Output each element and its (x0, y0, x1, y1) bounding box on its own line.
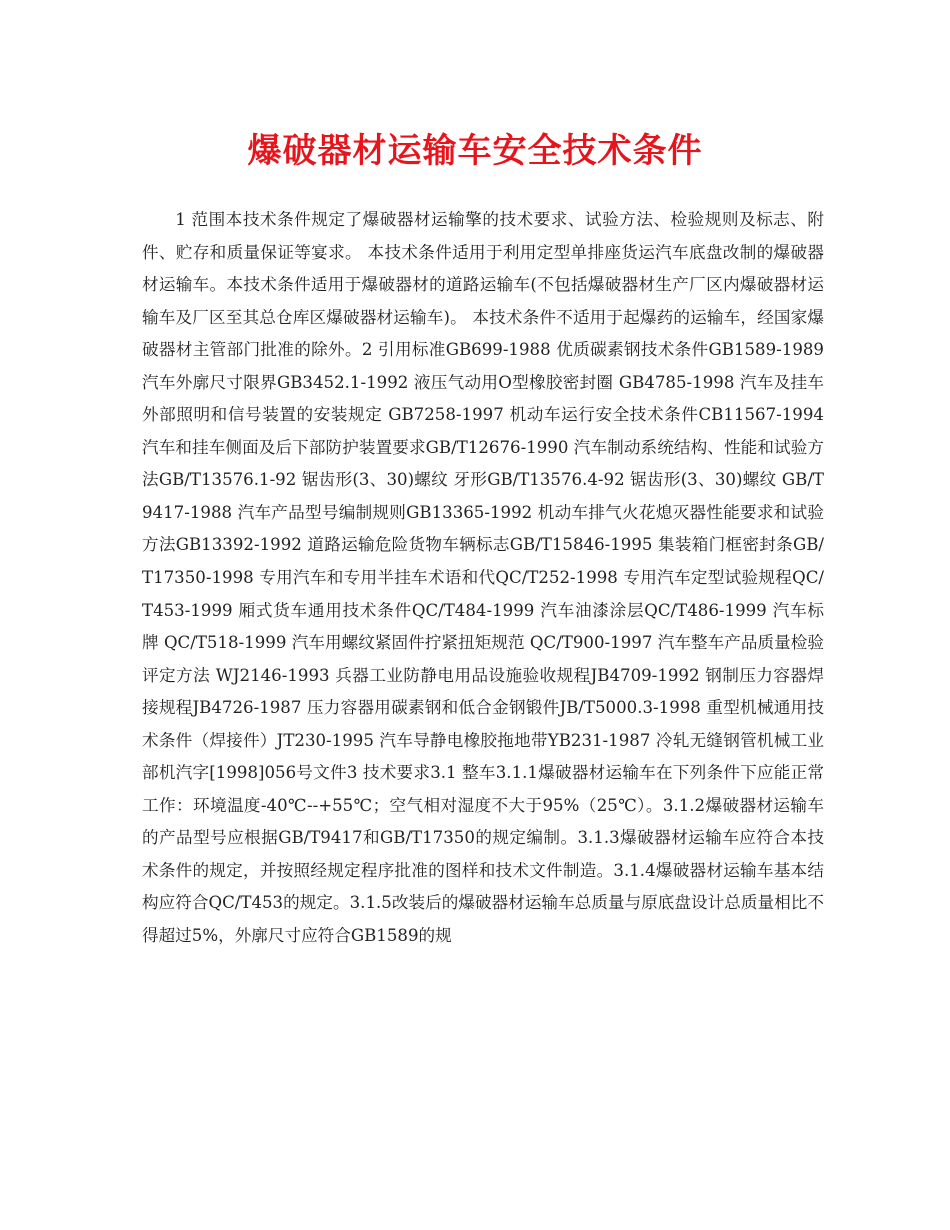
document-title: 爆破器材运输车安全技术条件 (247, 131, 703, 171)
document-body-paragraph: 1 范围本技术条件规定了爆破器材运输擎的技术要求、试验方法、检验规则及标志、附件、贮存和质量保证等宴求。 本技术条件适用于利用定型单排座货运汽车底盘改制的爆破器材运输车。本技术条件适用于爆破器材的道路运输车(不包括爆破器材生产厂区内爆破器材运输车及厂区至其总仓库区爆破器材运输车)。 本技术条件不适用于起爆药的运输车，经国家爆破器材主管部门批准的除外。2 引用标准GB699-1988 优质碳素钢技术条件GB1589-1989 汽车外廓尺寸限界GB3452.1-1992 液压气动用O型橡胶密封圈 GB4785-1998 汽车及挂车外部照明和信号装置的安装规定 GB7258-1997 机动车运行安全技术条件CB11567-1994 汽车和挂车侧面及后下部防护装置要求GB/T12676-1990 汽车制动系统结构、性能和试验方法GB/T13576.1-92 锯齿形(3、30)螺纹 牙形GB/T13576.4-92 锯齿形(3、30)螺纹 GB/T9417-1988 汽车产品型号编制规则GB13365-1992 机动车排气火花熄灭器性能要求和试验方法GB13392-1992 道路运输危险货物车辆标志GB/T15846-1995 集装箱门框密封条GB/T17350-1998 专用汽车和专用半挂车术语和代QC/T252-1998 专用汽车定型试验规程QC/T453-1999 厢式货车通用技术条件QC/T484-1999 汽车油漆涂层QC/T486-1999 汽车标牌 QC/T518-1999 汽车用螺纹紧固件拧紧扭矩规范 QC/T900-1997 汽车整车产品质量检验评定方法 WJ2146-1993 兵器工业防静电用品设施验收规程JB4709-1992 钢制压力容器焊接规程JB4726-1987 压力容器用碳素钢和低合金钢锻件JB/T5000.3-1998 重型机械通用技术条件（焊接件）JT230-1995 汽车导静电橡胶拖地带YB231-1987 冷轧无缝钢管机械工业部机汽字[1998]056号文件3 技术要求3.1 整车3.1.1爆破器材运输车在下列条件下应能正常工作：环境温度-40℃--+55℃；空气相对湿度不大于95%（25℃）。3.1.2爆破器材运输车的产品型号应根据GB/T9417和GB/T17350的规定编制。3.1.3爆破器材运输车应符合本技术条件的规定，并按照经规定程序批准的图样和技术文件制造。3.1.4爆破器材运输车基本结构应符合QC/T453的规定。3.1.5改装后的爆破器材运输车总质量与原底盘设计总质量相比不得超过5%，外廓尺寸应符合GB1589的规 (142, 210, 824, 946)
